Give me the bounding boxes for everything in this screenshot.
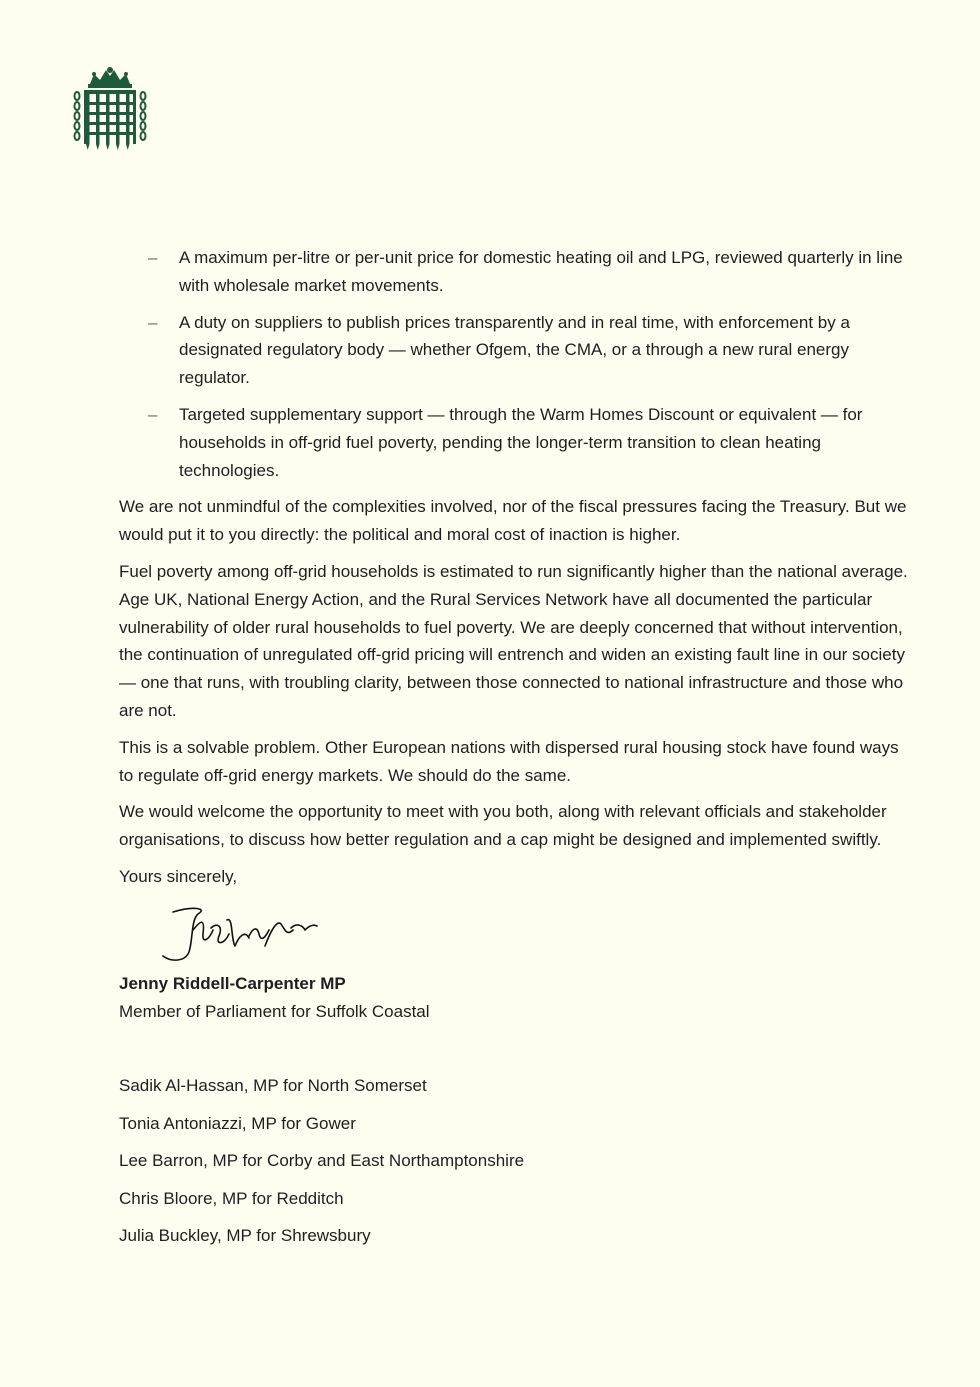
cosigner: Julia Buckley, MP for Shrewsbury [119,1225,371,1245]
signer-name: Jenny Riddell-Carpenter MP [119,973,346,993]
list-item-text: Targeted supplementary support — through the Warm Homes Discount or equivalent — for households in off-grid fuel poverty, pending the longer-term transition to clean heating technologies. [179,404,863,480]
letter-body [119,244,914,1259]
bullet-marker: – [148,312,158,332]
cosigner: Tonia Antoniazzi, MP for Gower [119,1113,356,1133]
list-item-text: A duty on suppliers to publish prices transparently and in real time, with enforcement by a designated regulatory body — whether Ofgem, the CMA, or a through a new rural energy regulator. [179,312,850,388]
closing: Yours sincerely, [119,866,238,886]
list-item [119,244,914,300]
bullet-marker: – [148,404,158,424]
bullet-marker: – [148,248,158,267]
demands-list [119,244,914,484]
cosigner: Lee Barron, MP for Corby and East Northamptonshire [119,1151,525,1171]
signer-role: Member of Parliament for Suffolk Coastal [119,1001,430,1021]
paragraph: Fuel poverty among off-grid households is estimated to run significantly higher than the national average. Age UK, National Energy Action, and the Rural Services Network have all documented the particular vulnerability of older rural households to fuel poverty. We are deeply concerned that without intervention, the continuation of unregulated off-grid pricing will entrench and widen an existing fault line in our society — one that runs, with troubling clarity, between those connected to national infrastructure and those who are not. [119,561,908,720]
paragraph: We are not unmindful of the complexities involved, nor of the fiscal pressures facing the Treasury. But we would put it to you directly: the political and moral cost of inaction is higher. [119,497,907,545]
list-item-text: A maximum per-litre or per-unit price for domestic heating oil and LPG, reviewed quarterly in line with wholesale market movements. [179,248,903,295]
portcullis-icon [72,66,148,152]
paragraph: We would welcome the opportunity to meet with you both, along with relevant officials and stakeholder organisations, to discuss how better regulation and a cap might be designed and implemented swiftly. [119,802,887,850]
cosigner: Chris Bloore, MP for Redditch [119,1188,344,1208]
list-item [119,401,914,484]
cosigners-list [119,1072,914,1249]
list-item [119,309,914,392]
handwritten-signature [153,900,323,970]
cosigner: Sadik Al-Hassan, MP for North Somerset [119,1076,427,1096]
paragraph: This is a solvable problem. Other European nations with dispersed rural housing stock have found ways to regulate off-grid energy markets. We should do the same. [119,737,899,785]
